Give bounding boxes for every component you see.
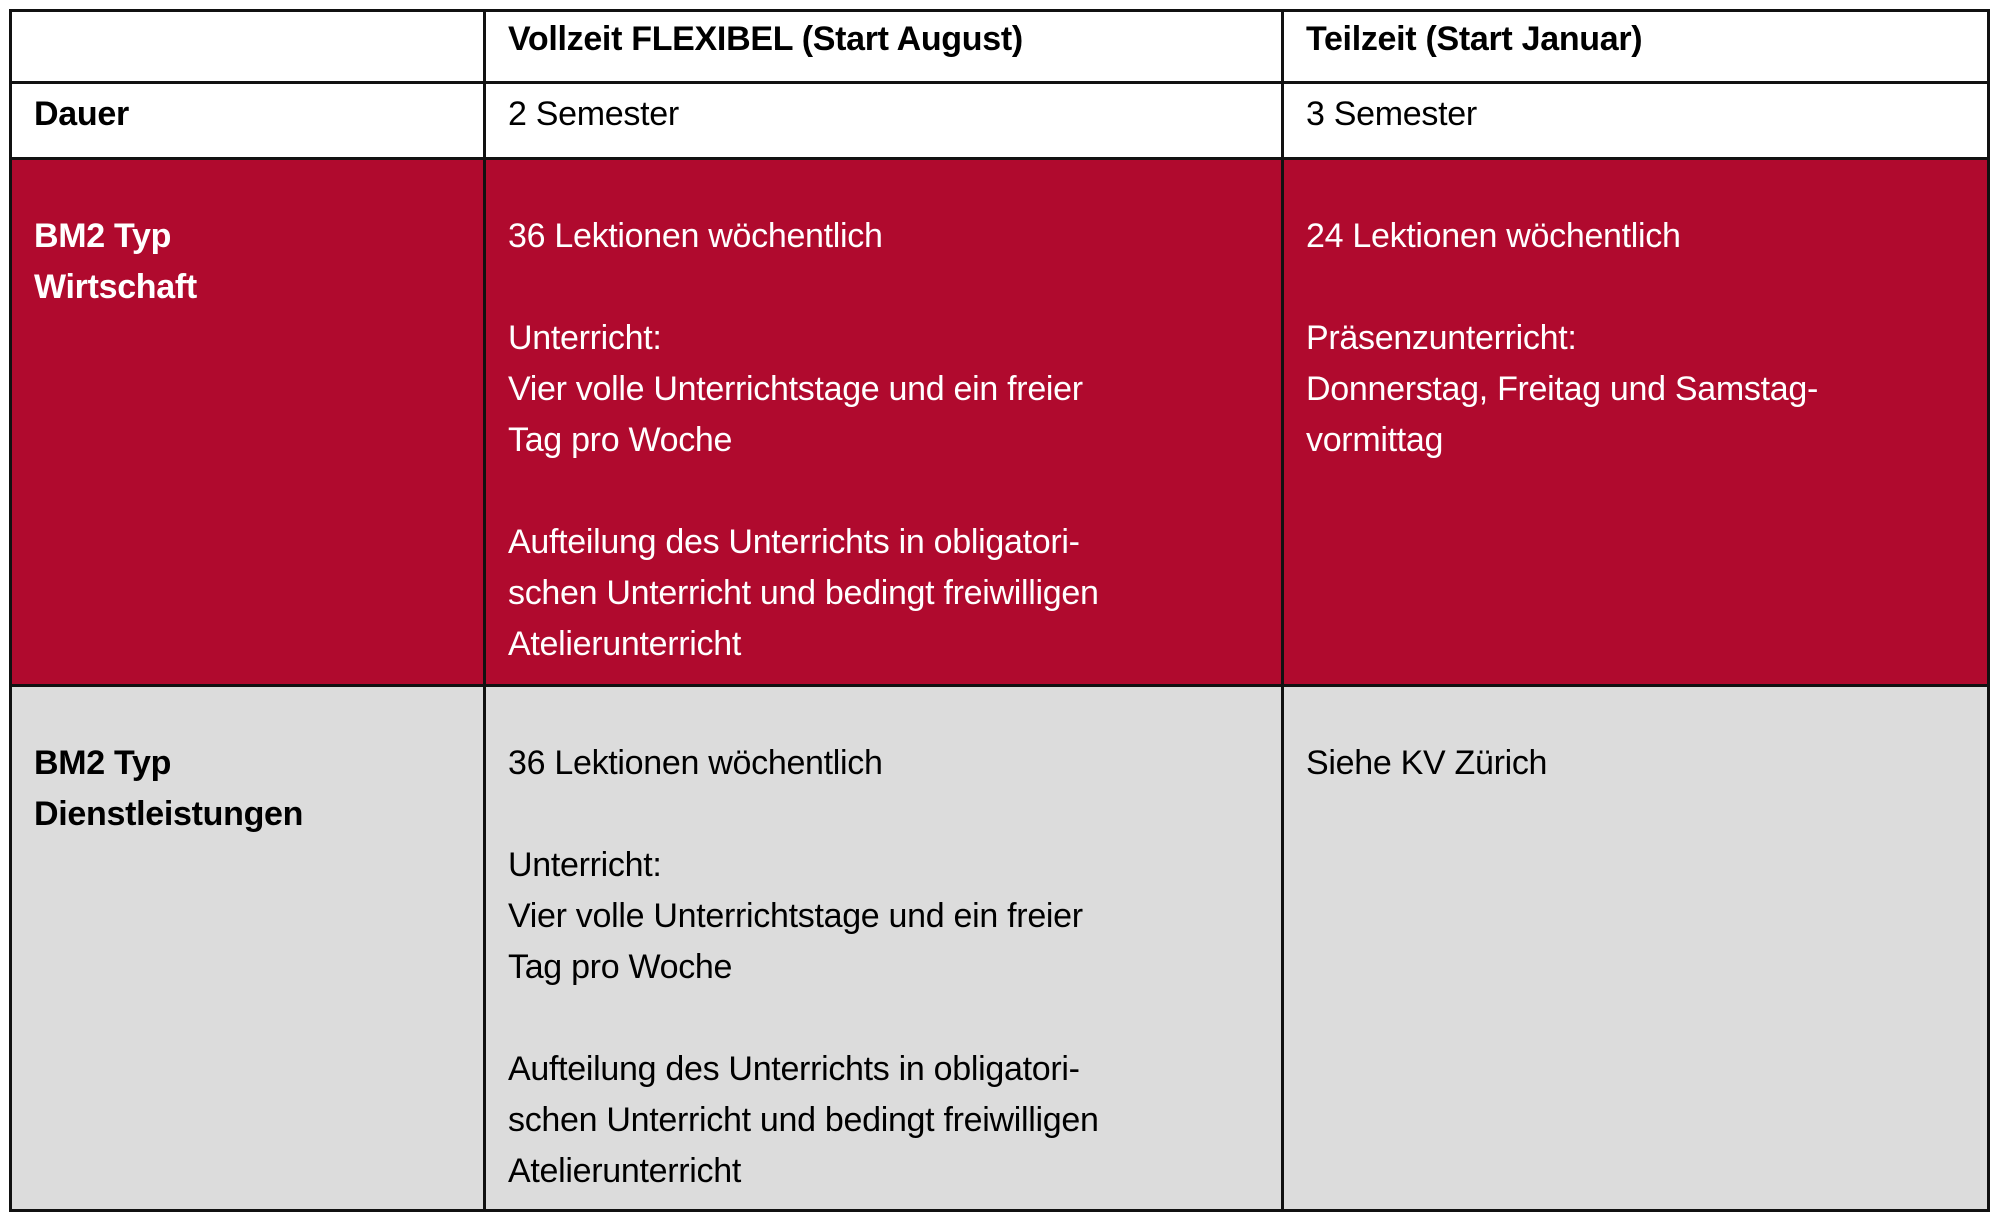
text-line: 36 Lektionen wöchentlich — [508, 744, 883, 782]
dauer-teilzeit — [1283, 83, 1989, 159]
dienstleistungen-vollzeit — [485, 686, 1283, 1211]
dienstleistungen-label-line1: BM2 Typ — [34, 744, 172, 782]
header-vollzeit — [485, 11, 1283, 83]
text-line: vormittag — [1306, 421, 1444, 459]
dauer-vollzeit — [485, 83, 1283, 159]
text-line — [508, 789, 1261, 840]
text-line — [508, 262, 1261, 313]
dienstleistungen-teilzeit — [1283, 686, 1989, 1211]
text-line: schen Unterricht und bedingt freiwilligen — [508, 574, 1099, 612]
comparison-table — [9, 9, 1990, 1212]
text-line: schen Unterricht und bedingt freiwilligen — [508, 1101, 1099, 1139]
text-line — [1306, 262, 1967, 313]
text-line: Unterricht: — [508, 319, 662, 357]
header-corner-cell — [11, 11, 485, 83]
wirtschaft-label — [11, 159, 485, 686]
header-teilzeit — [1283, 11, 1989, 83]
text-line: Vier volle Unterrichtstage und ein freier — [508, 897, 1083, 935]
header-teilzeit-text: Teilzeit (Start Januar) — [1306, 20, 1643, 58]
header-row — [11, 11, 1989, 83]
dienstleistungen-label — [11, 686, 485, 1211]
dauer-vollzeit-text: 2 Semester — [508, 95, 679, 133]
text-line: Donnerstag, Freitag und Samstag- — [1306, 370, 1819, 408]
text-line: Atelierunterricht — [508, 625, 741, 663]
wirtschaft-label-line1: BM2 Typ — [34, 217, 172, 255]
wirtschaft-teilzeit — [1283, 159, 1989, 686]
wirtschaft-vollzeit — [485, 159, 1283, 686]
text-line: Siehe KV Zürich — [1306, 744, 1548, 782]
text-line: Vier volle Unterrichtstage und ein freier — [508, 370, 1083, 408]
text-line: 36 Lektionen wöchentlich — [508, 217, 883, 255]
text-line: Präsenzunterricht: — [1306, 319, 1577, 357]
text-line: Atelierunterricht — [508, 1152, 741, 1190]
text-line — [508, 993, 1261, 1044]
text-line: Aufteilung des Unterrichts in obligatori- — [508, 1050, 1080, 1088]
dauer-label-text: Dauer — [34, 95, 129, 133]
dauer-row — [11, 83, 1989, 159]
text-line: Tag pro Woche — [508, 948, 733, 986]
dauer-label — [11, 83, 485, 159]
header-vollzeit-text: Vollzeit FLEXIBEL (Start August) — [508, 20, 1023, 58]
dauer-teilzeit-text: 3 Semester — [1306, 95, 1477, 133]
wirtschaft-label-line2: Wirtschaft — [34, 268, 197, 306]
wirtschaft-row — [11, 159, 1989, 686]
dienstleistungen-row — [11, 686, 1989, 1211]
text-line: Unterricht: — [508, 846, 662, 884]
text-line: Aufteilung des Unterrichts in obligatori- — [508, 523, 1080, 561]
text-line: Tag pro Woche — [508, 421, 733, 459]
text-line: 24 Lektionen wöchentlich — [1306, 217, 1681, 255]
dienstleistungen-label-line2: Dienstleistungen — [34, 795, 304, 833]
text-line — [508, 466, 1261, 517]
